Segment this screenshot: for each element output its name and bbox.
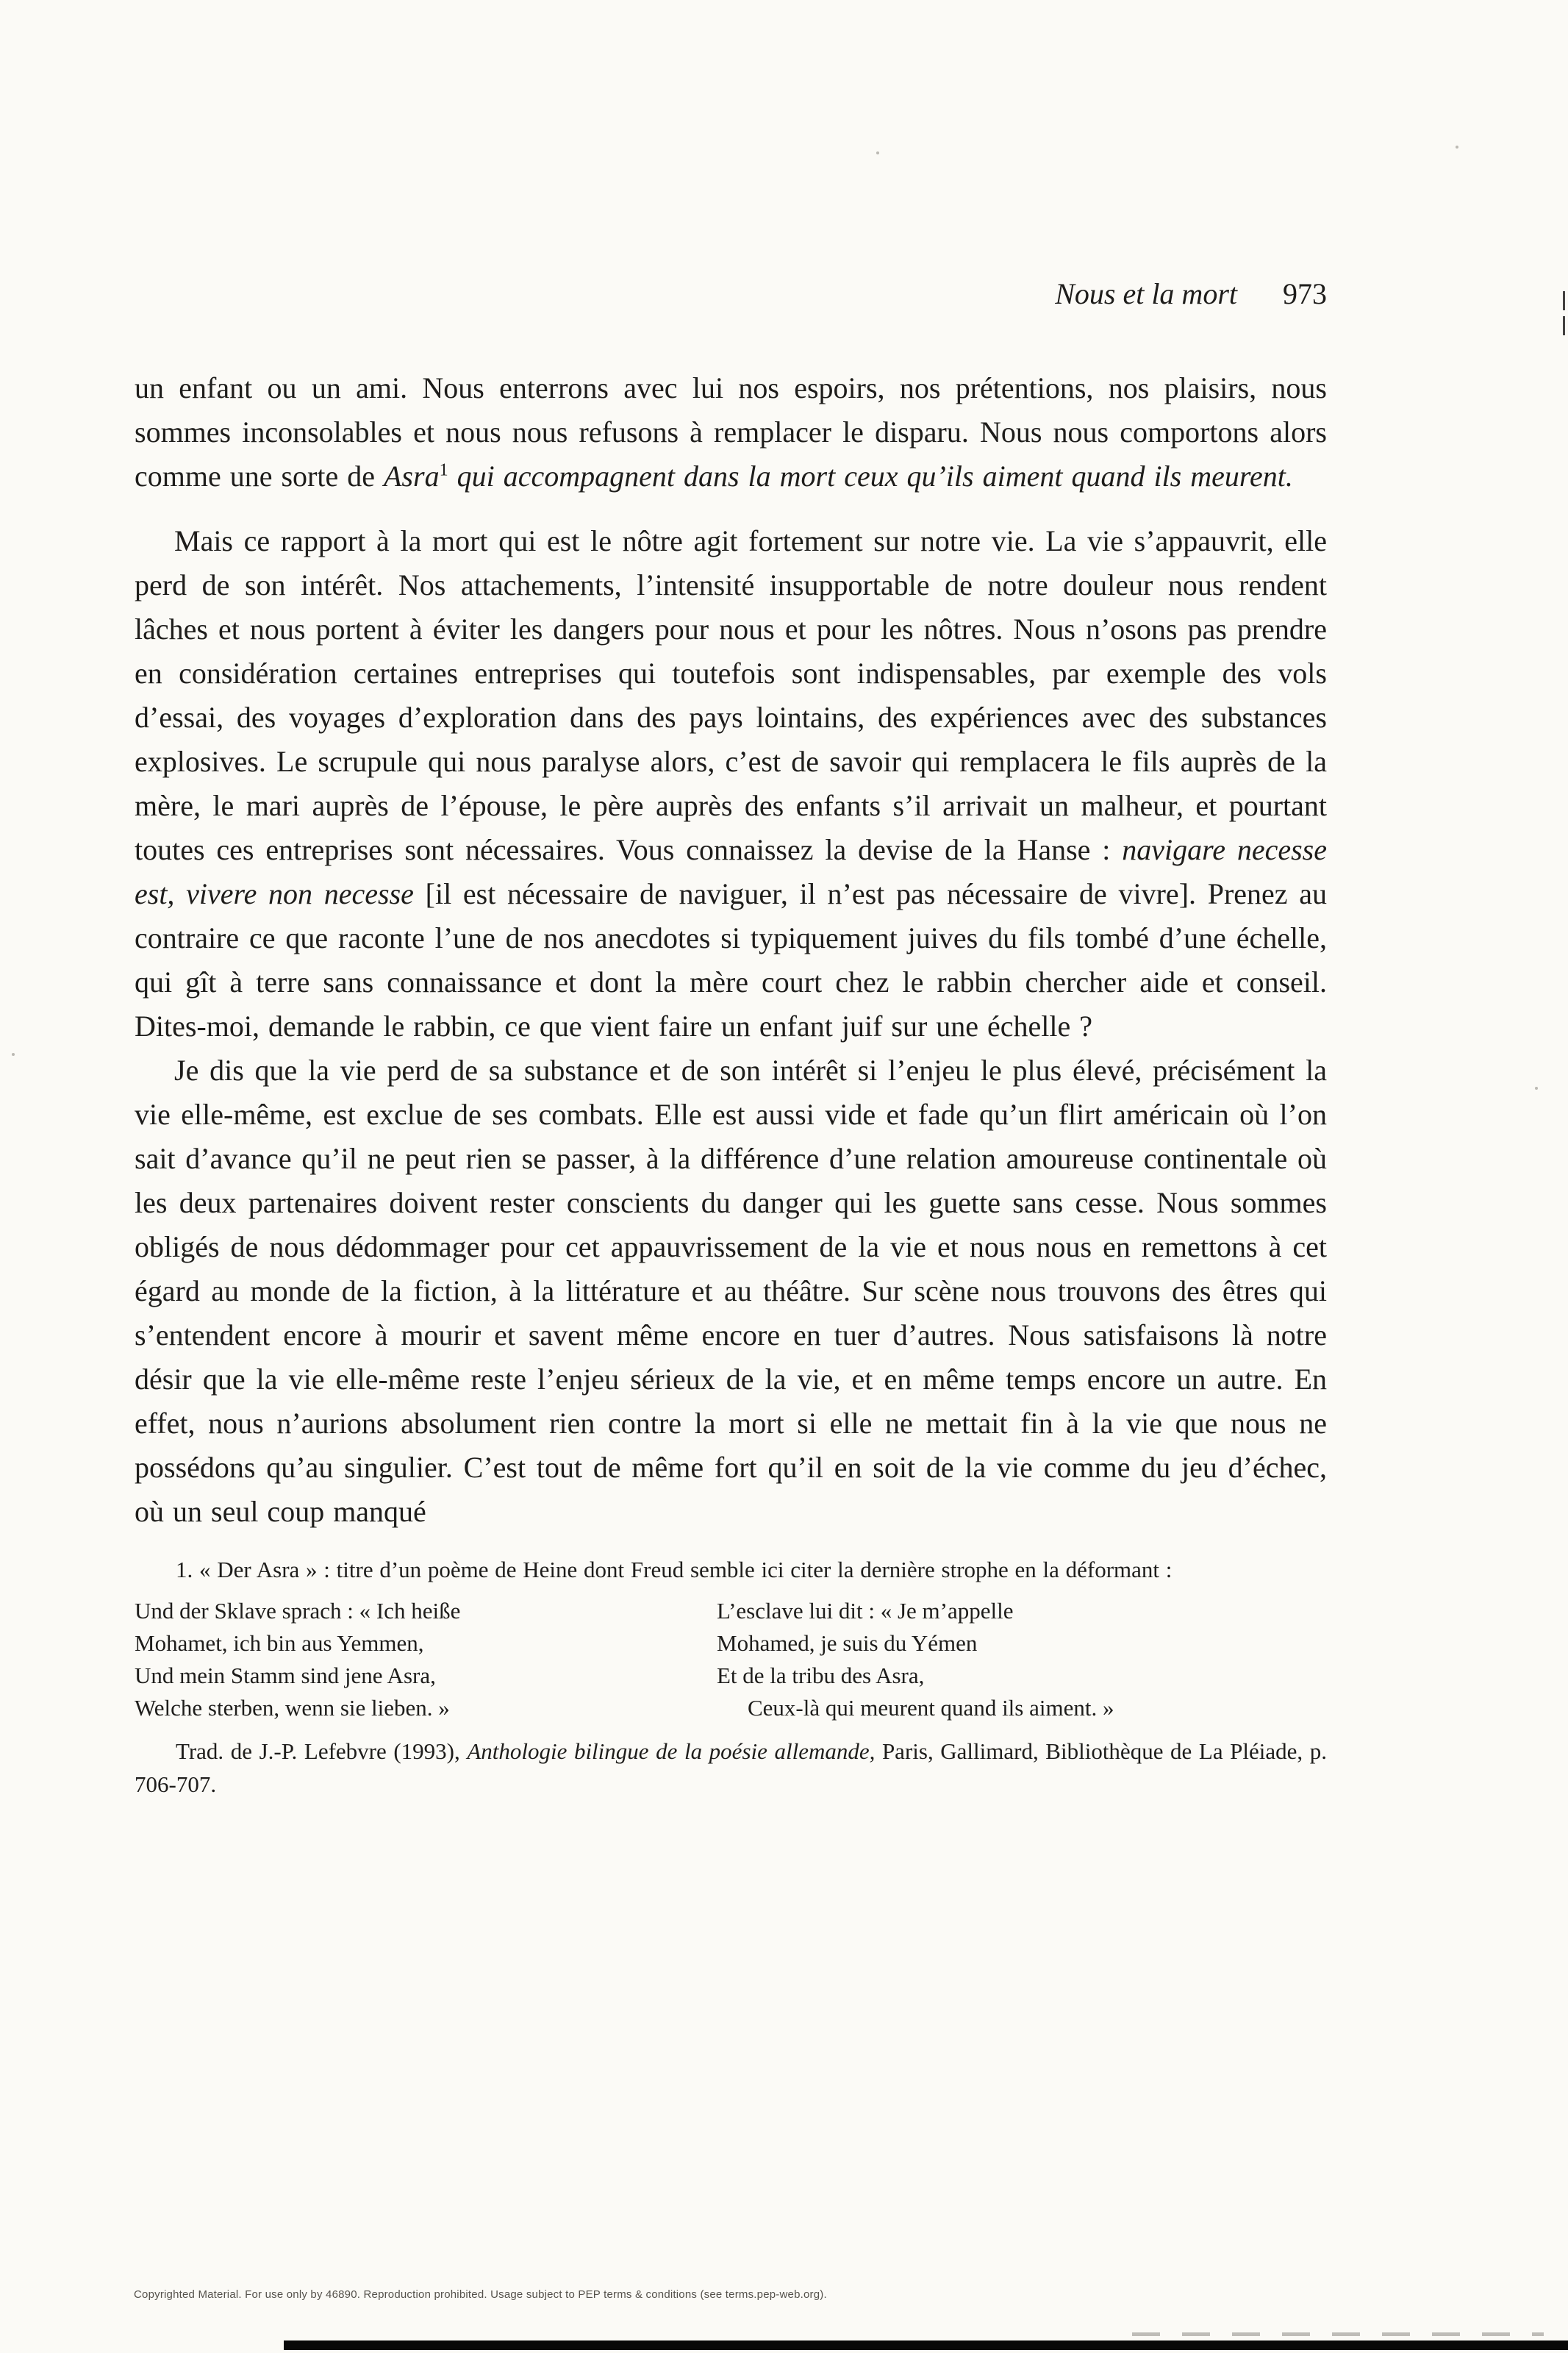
scan-speck [12, 1053, 15, 1056]
text-segment-italic: qui accompagnent dans la mort ceux qu’ils aiment quand ils meurent. [448, 460, 1293, 493]
verse-french [717, 1595, 1327, 1724]
text-segment: Je dis que la vie perd de sa substance et de son intérêt si l’enjeu le plus élevé, précisément la vie elle-même, est exclue de ses combats. Elle est aussi vide et fade qu’un flirt américain où l’on sait d’avance qu’il ne peut rien se passer, à la différence d’une relation amoureuse continentale où les deux partenaires doivent rester conscients du danger qui les guette sans cesse. Nous sommes obligés de nous dédommager pour cet appauvrissement de la vie et nous nous en remettons à cet égard au monde de la fiction, à la littérature et au théâtre. Sur scène nous trouvons des êtres qui s’entendent encore à mourir et savent même encore en tuer d’autres. Nous satisfaisons là notre désir que la vie elle-même reste l’enjeu sérieux de la vie, et en même temps encore un autre. En effet, nous n’aurions absolument rien contre la mort si elle ne mettait fin à la vie que nous ne possédons qu’au singulier. C’est tout de même fort qu’il en soit de la vie comme du jeu d’échec, où un seul coup manqué [135, 1054, 1327, 1528]
verse-line: Und der Sklave sprach : « Ich heiße [135, 1598, 461, 1624]
text-segment: [il est nécessaire de naviguer, il n’est pas nécessaire de vivre]. Prenez au contraire ce que raconte l’une de nos anecdotes si typiquement juives du fils tombé d’une échelle, qui gît à terre sans connaissance et dont la mère court chez le rabbin chercher aide et conseil. Dites-moi, demande le rabbin, ce que vient faire un enfant juif sur une échelle ? [135, 877, 1328, 1043]
text-segment-italic: Anthologie bilingue de la poésie allemande, [467, 1738, 876, 1764]
scan-speck [876, 151, 879, 154]
text-segment: Trad. de J.-P. Lefebvre (1993), [176, 1738, 468, 1764]
verse-line: Und mein Stamm sind jene Asra, [135, 1663, 436, 1688]
footnote-reference: 1 [439, 460, 448, 480]
scan-artifact-margin-mark [1561, 291, 1566, 341]
verse-line: Mohamet, ich bin aus Yemmen, [135, 1630, 424, 1656]
verse-line: Et de la tribu des Asra, [717, 1663, 925, 1688]
text-segment-italic: navigare necesse est, vivere non necesse [135, 833, 1327, 910]
body-paragraph [135, 366, 1327, 499]
text-column [135, 276, 1327, 1801]
footnote-intro: 1. « Der Asra » : titre d’un poème de Heine dont Freud semble ici citer la dernière strophe en la déformant : [176, 1557, 1173, 1582]
verse-line: L’esclave lui dit : « Je m’appelle [717, 1598, 1014, 1624]
scan-artifact-dashes [1132, 2332, 1544, 2336]
verse-line: Welche sterben, wenn sie lieben. » [135, 1695, 450, 1721]
body-paragraph [135, 519, 1327, 1049]
body-paragraph [135, 1049, 1327, 1534]
footnote-verse [135, 1595, 1327, 1724]
text-segment: Paris, Gallimard, Bibliothèque de La Pléiade, p. 706-707. [135, 1738, 1327, 1797]
text-segment: un enfant ou un ami. Nous enterrons avec lui nos espoirs, nos prétentions, nos plaisirs, nous sommes inconsolables et nous nous refusons à remplacer le disparu. Nous nous comportons alors comme une sorte de [135, 371, 1327, 493]
text-segment: Mais ce rapport à la mort qui est le nôtre agit fortement sur notre vie. La vie s’appauvrit, elle perd de son intérêt. Nos attachements, l’intensité insupportable de notre douleur nous rendent lâches et nous portent à éviter les dangers pour nous et pour les nôtres. Nous n’osons pas prendre en considération certaines entreprises qui toutefois sont indispensables, par exemple des vols d’essai, des voyages d’exploration dans des pays lointains, des expériences avec des substances explosives. Le scrupule qui nous paralyse alors, c’est de savoir qui remplacera le fils auprès de la mère, le mari auprès de l’épouse, le père auprès des enfants s’il arrivait un malheur, et pourtant toutes ces entreprises sont nécessaires. Vous connaissez la devise de la Hanse : [135, 524, 1327, 866]
copyright-notice: Copyrighted Material. For use only by 46890. Reproduction prohibited. Usage subject to PEP terms & conditions (see terms.pep-web.org). [134, 2288, 827, 2301]
scan-speck [1535, 1087, 1538, 1090]
footnote-section [135, 1553, 1327, 1801]
page-number: 973 [1283, 277, 1327, 310]
running-head-title: Nous et la mort [1055, 277, 1237, 310]
verse-german [135, 1595, 717, 1724]
verse-line: Ceux-là qui meurent quand ils aiment. » [748, 1695, 1114, 1721]
text-segment-italic: Asra [384, 460, 440, 493]
running-header [135, 276, 1327, 312]
scan-artifact-bar [284, 2340, 1568, 2350]
scan-speck [1456, 146, 1458, 149]
footnote-translation [135, 1735, 1327, 1801]
verse-line: Mohamed, je suis du Yémen [717, 1630, 978, 1656]
